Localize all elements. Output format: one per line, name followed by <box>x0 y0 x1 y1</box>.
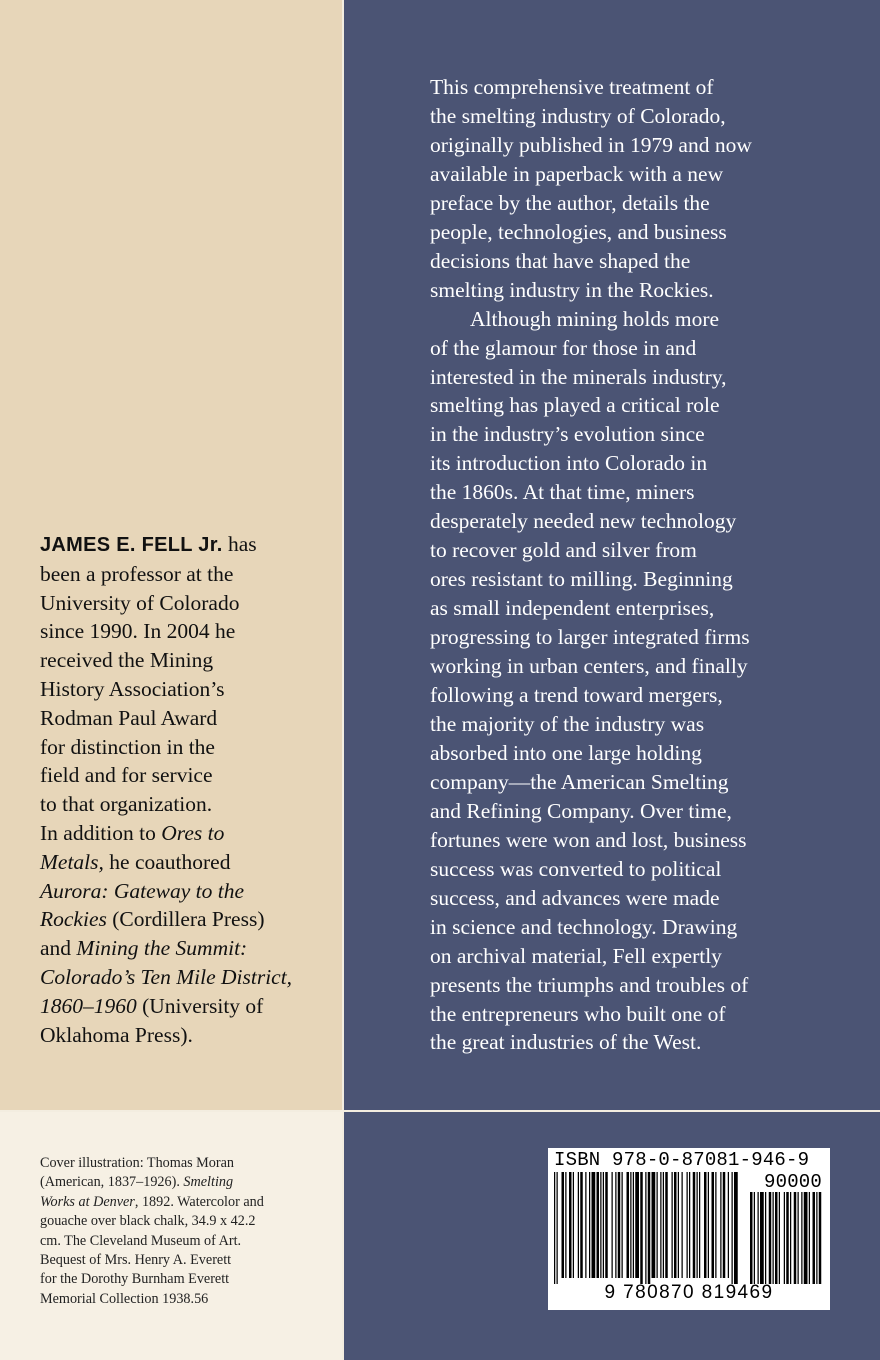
barcode-addon-bar <box>784 1192 785 1284</box>
barcode-bar <box>728 1172 729 1278</box>
barcode-bar <box>660 1172 661 1278</box>
description-line: its introduction into Colorado in <box>430 451 708 476</box>
barcode-bar <box>578 1172 579 1278</box>
cover-illustration-credit <box>40 1154 320 1309</box>
bio-line: University of Colorado <box>40 590 240 615</box>
description-line: the smelting industry of Colorado, <box>430 103 726 128</box>
barcode-addon-bar <box>819 1192 822 1284</box>
barcode-bar <box>600 1172 601 1278</box>
barcode-addon-bar <box>769 1192 772 1284</box>
description-line: fortunes were won and lost, business <box>430 827 747 852</box>
bio-line: Oklahoma Press). <box>40 1022 193 1047</box>
barcode-addon-bar <box>765 1192 766 1284</box>
barcode-bar <box>585 1172 586 1278</box>
barcode-bar <box>672 1172 673 1278</box>
description-line: the majority of the industry was <box>430 711 705 736</box>
bio-line: been a professor at the <box>40 561 234 586</box>
book-title: Rockies <box>40 907 107 932</box>
barcode-bar <box>697 1172 698 1278</box>
barcode-bar <box>627 1172 630 1278</box>
bio-line: field and for service <box>40 763 213 788</box>
barcode-addon-bar <box>813 1192 816 1284</box>
barcode-bar <box>633 1172 634 1278</box>
barcode-bar <box>597 1172 600 1278</box>
description-line: the great industries of the West. <box>430 1030 702 1055</box>
barcode-bar <box>687 1172 688 1278</box>
description-line: progressing to larger integrated firms <box>430 625 750 650</box>
description-line: success was converted to political <box>430 856 722 881</box>
ean-digits: 9 780870 819469 <box>604 1282 774 1303</box>
description-line: success, and advances were made <box>430 885 720 910</box>
bio-line: History Association’s <box>40 676 225 701</box>
barcode-bar <box>630 1172 631 1278</box>
barcode-bar <box>640 1172 643 1284</box>
barcode-bar <box>605 1172 608 1278</box>
bio-text: (Cordillera Press) <box>106 907 265 932</box>
bio-text: he coauthored <box>103 849 231 874</box>
bio-line: Rodman Paul Award <box>40 705 218 730</box>
barcode-bar <box>589 1172 590 1278</box>
description-line: following a trend toward mergers, <box>430 683 723 708</box>
barcode-addon-bar <box>809 1192 810 1284</box>
barcode-bar <box>573 1172 574 1278</box>
barcode-bar <box>732 1172 733 1284</box>
barcode-addon-bar <box>794 1192 797 1284</box>
book-title: Aurora: Gateway to the <box>40 878 245 903</box>
artwork-title: Smelting <box>183 1174 234 1191</box>
credit-line: Memorial Collection 1938.56 <box>40 1290 209 1307</box>
description-line: originally published in 1979 and now <box>430 132 752 157</box>
bio-text: (University of <box>136 993 264 1018</box>
barcode-addon-bar <box>801 1192 802 1284</box>
barcode-bar <box>554 1172 555 1284</box>
barcode-bar <box>704 1172 707 1278</box>
credit-text: , 1892. Watercolor and <box>134 1193 264 1210</box>
artwork-title: Works at Denver <box>40 1193 135 1210</box>
barcode-bar <box>612 1172 613 1278</box>
bio-text: has <box>222 532 257 556</box>
credit-line: Cover illustration: Thomas Moran <box>40 1155 235 1171</box>
description-line: ores resistant to milling. Beginning <box>430 567 733 592</box>
description-line: the 1860s. At that time, miners <box>430 480 695 505</box>
barcode-bar <box>648 1172 651 1284</box>
bio-line: for distinction in the <box>40 734 215 759</box>
barcode-bar <box>635 1172 639 1278</box>
barcode-bar <box>708 1172 709 1278</box>
bio-text: and <box>40 936 77 961</box>
credit-line: cm. The Cleveland Museum of Art. <box>40 1232 242 1249</box>
book-title: Ores to <box>161 820 225 845</box>
barcode-bar <box>665 1172 668 1278</box>
price-code: 90000 <box>763 1171 822 1193</box>
barcode-bar <box>592 1172 596 1278</box>
barcode-bar <box>734 1172 738 1284</box>
barcode-addon-bar <box>775 1192 778 1284</box>
description-line: preface by the author, details the <box>430 190 710 215</box>
credit-line: gouache over black chalk, 34.9 x 42.2 <box>40 1213 256 1230</box>
barcode-bar <box>699 1172 700 1278</box>
description-line: Although mining holds more <box>470 306 720 331</box>
credit-line: for the Dorothy Burnham Everett <box>40 1271 230 1288</box>
barcode-bar <box>682 1172 683 1278</box>
bio-line: since 1990. In 2004 he <box>40 619 236 644</box>
barcode-bar <box>693 1172 696 1278</box>
description-line: the entrepreneurs who built one of <box>430 1001 726 1026</box>
barcode-addon-bar <box>790 1192 791 1284</box>
barcode-bar <box>657 1172 658 1278</box>
credit-line: Bequest of Mrs. Henry A. Everett <box>40 1252 232 1269</box>
barcode-addon-bar <box>779 1192 780 1284</box>
barcode-bar <box>715 1172 716 1278</box>
barcode-bar <box>723 1172 726 1278</box>
barcode-bar <box>618 1172 621 1278</box>
bio-line: received the Mining <box>40 648 214 673</box>
description-line: of the glamour for those in and <box>430 335 697 360</box>
description-line: in science and technology. Drawing <box>430 914 738 939</box>
barcode-bar <box>622 1172 623 1278</box>
description-line: available in paperback with a new <box>430 161 724 186</box>
barcode-addon-bar <box>786 1192 789 1284</box>
barcode-addon-bar <box>773 1192 774 1284</box>
description-line: in the industry’s evolution since <box>430 422 705 447</box>
barcode-bar <box>580 1172 583 1278</box>
description-line: as small independent enterprises, <box>430 596 715 621</box>
barcode-bar <box>678 1172 679 1278</box>
author-name: JAMES E. FELL Jr. <box>40 534 223 556</box>
description-line: desperately needed new technology <box>430 509 737 534</box>
description-line: interested in the minerals industry, <box>430 364 727 389</box>
barcode-label <box>548 1148 830 1310</box>
description-line: working in urban centers, and finally <box>430 654 748 679</box>
barcode-addon-bar <box>754 1192 755 1284</box>
book-title: Mining the Summit: <box>76 936 248 961</box>
description-line: smelting has played a critical role <box>430 393 720 418</box>
credit-text: (American, 1837–1926). <box>40 1174 184 1191</box>
book-title: Metals, <box>40 849 104 874</box>
description-line: decisions that have shaped the <box>430 248 691 273</box>
barcode-bar <box>645 1172 646 1284</box>
description-line: company—the American Smelting <box>430 769 729 794</box>
barcode-bar <box>557 1172 558 1284</box>
barcode-bar <box>674 1172 677 1278</box>
vertical-divider <box>342 0 344 1360</box>
isbn-text: ISBN 978-0-87081-946-9 <box>554 1149 810 1171</box>
bio-text: In addition to <box>40 820 162 845</box>
description-line: This comprehensive treatment of <box>430 75 714 99</box>
barcode-bar <box>565 1172 566 1278</box>
horizontal-divider <box>0 1110 880 1112</box>
description-line: to recover gold and silver from <box>430 538 697 563</box>
description-line: absorbed into one large holding <box>430 740 702 765</box>
barcode-addon-bar <box>804 1192 808 1284</box>
book-description <box>430 73 830 1057</box>
book-title: Colorado’s Ten Mile District, <box>40 964 293 989</box>
description-line: on archival material, Fell expertly <box>430 943 722 968</box>
description-line: people, technologies, and business <box>430 219 727 244</box>
barcode-bar <box>615 1172 616 1278</box>
barcode-bar <box>663 1172 664 1278</box>
barcode-addon-bar <box>760 1192 764 1284</box>
barcode-bar <box>712 1172 715 1278</box>
description-line: presents the triumphs and troubles of <box>430 972 749 997</box>
barcode-bar <box>689 1172 690 1278</box>
description-line: and Refining Company. Over time, <box>430 798 732 823</box>
barcode-addon-bar <box>798 1192 799 1284</box>
barcode-bar <box>652 1172 656 1278</box>
barcode-bar <box>720 1172 721 1278</box>
barcode-bar <box>562 1172 565 1278</box>
bio-line: to that organization. <box>40 792 213 817</box>
barcode-bar <box>603 1172 604 1278</box>
barcode-bar <box>569 1172 572 1278</box>
barcode-addon-bar <box>750 1192 753 1284</box>
book-title: 1860–1960 <box>40 993 137 1018</box>
description-line: smelting industry in the Rockies. <box>430 277 714 302</box>
author-bio <box>40 530 340 1049</box>
barcode-addon-bar <box>758 1192 759 1284</box>
barcode-addon-bar <box>816 1192 817 1284</box>
